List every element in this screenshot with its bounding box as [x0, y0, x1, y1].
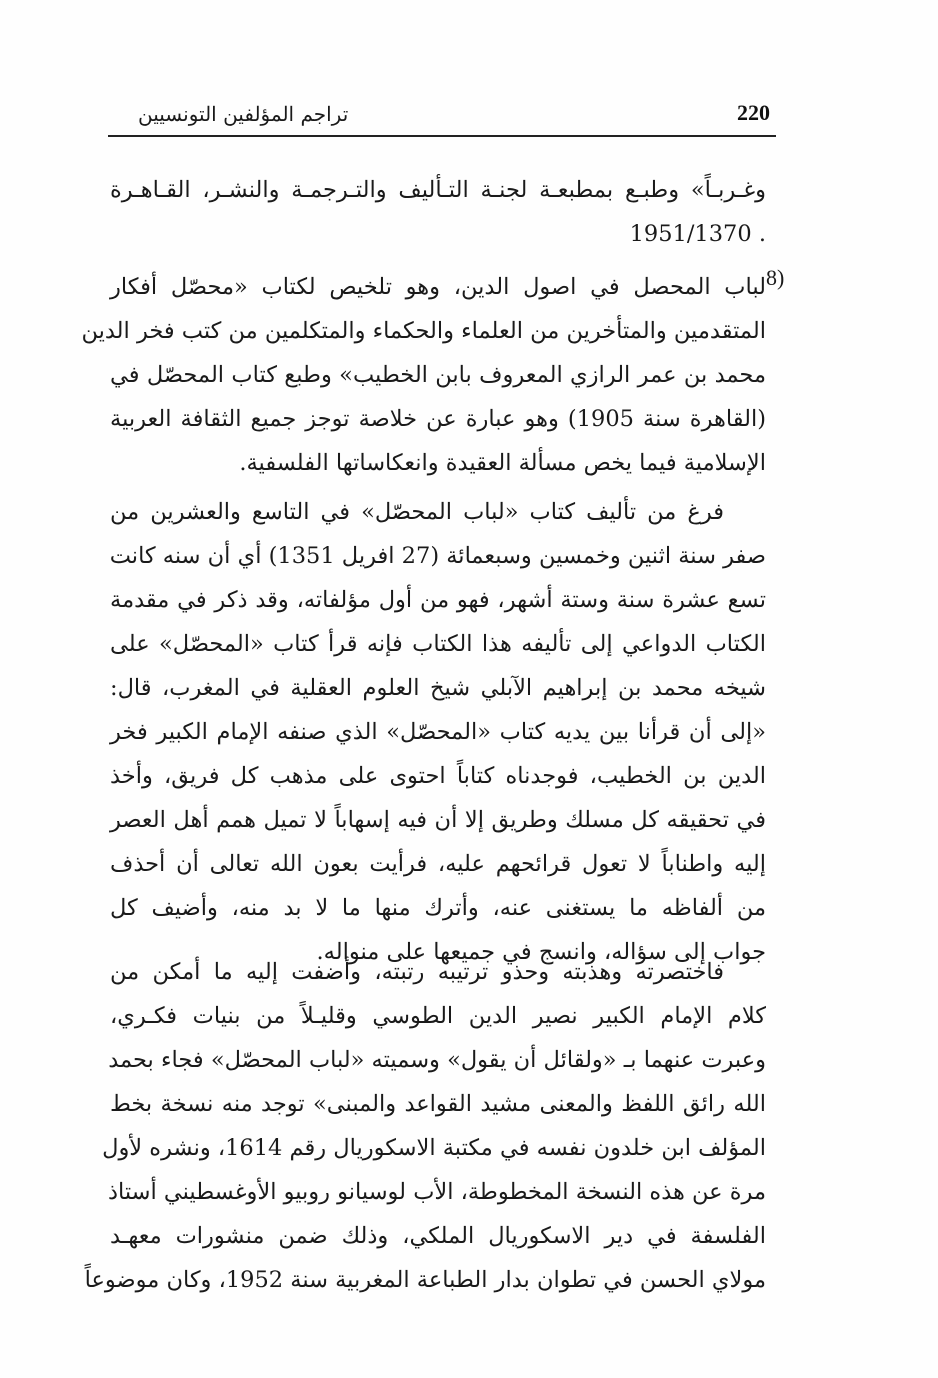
text-line: وغـربـاً» وطبـع بمطبعـة لجنـة التـأليف والتـرجمـة والنشـر، القـاهـرة	[110, 177, 766, 203]
text-line: شيخه محمد بن إبراهيم الآبلي شيخ العلوم العقلية في المغرب، قال:	[110, 675, 766, 701]
text-line: المؤلف ابن خلدون نفسه في مكتبة الاسكوريال رقم 1614، ونشره لأول	[102, 1135, 766, 1161]
text-line: في تحقيقه كل مسلك وطريق إلا أن فيه إسهاباً لا تميل همم أهل العصر	[110, 807, 766, 833]
text-line: مرة عن هذه النسخة المخطوطة، الأب لوسيانو روبيو الأوغسطيني أستاذ	[107, 1179, 766, 1205]
paragraph	[110, 490, 766, 974]
text-line: الكتاب الدواعي إلى تأليفه هذا الكتاب فإنه قرأ كتاب «المحصّل» على	[110, 631, 766, 657]
text-line: من ألفاظه ما يستغنى عنه، وأترك منها ما لا بد منه، وأضيف كل	[110, 895, 766, 921]
text-line: تسع عشرة سنة وستة أشهر، فهو من أول مؤلفاته، وقد ذكر في مقدمة	[110, 587, 766, 613]
text-line: لباب المحصل في اصول الدين، وهو تلخيص لكتاب «محصّل أفكار	[110, 274, 766, 300]
text-line: المتقدمين والمتأخرين من العلماء والحكماء والمتكلمين من كتب فخر الدين	[81, 318, 766, 344]
text-line: فرغ من تأليف كتاب «لباب المحصّل» في التاسع والعشرين من	[110, 499, 724, 525]
running-header	[108, 100, 770, 140]
text-line: . 1951/1370	[629, 221, 766, 247]
text-line: الله رائق اللفظ والمعنى مشيد القواعد والمبنى» توجد منه نسخة بخط	[110, 1091, 766, 1117]
text-line: «إلى أن قرأنا بين يديه كتاب «المحصّل» الذي صنفه الإمام الكبير فخر	[110, 719, 766, 745]
text-line: إليه واطناباً لا تعول قرائحهم عليه، فرأيت بعون الله تعالى أن أحذف	[110, 851, 766, 877]
text-line: جواب إلى سؤاله، وانسج في جميعها على منواله.	[316, 939, 766, 965]
text-line: (القاهرة سنة 1905) وهو عبارة عن خلاصة توجز جميع الثقافة العربية	[110, 406, 766, 432]
running-title: تراجم المؤلفين التونسيين	[138, 102, 349, 126]
text-line: الدين بن الخطيب، فوجدناه كتاباً احتوى على مذهب كل فريق، وأخذ	[110, 763, 766, 789]
text-line: محمد بن عمر الرازي المعروف بابن الخطيب» وطبع كتاب المحصّل في	[110, 362, 766, 388]
text-line: الإسلامية فيما يخص مسألة العقيدة وانعكاساتها الفلسفية.	[239, 450, 766, 476]
paragraph	[84, 950, 766, 1302]
paragraph-continuation	[110, 168, 766, 256]
text-line: وعبرت عنهما بـ «ولقائل أن يقول» وسميته «لباب المحصّل» فجاء بحمد	[108, 1047, 766, 1073]
header-rule	[108, 135, 776, 137]
text-line: مولاي الحسن في تطوان بدار الطباعة المغربية سنة 1952، وكان موضوعاً	[84, 1267, 766, 1293]
numbered-item-8	[81, 265, 766, 485]
text-line: فاختصرته وهذبته وحذو ترتيبه رتبته، وأضفت إليه ما أمكن من	[110, 959, 724, 985]
text-line: الفلسفة في دير الاسكوريال الملكي، وذلك ضمن منشورات معهـد	[110, 1223, 766, 1249]
item-number: 8)	[766, 265, 785, 290]
text-line: صفر سنة اثنين وخمسين وسبعمائة (27 افريل 1351) أي أن سنه كانت	[109, 543, 766, 569]
page-number: 220	[737, 100, 770, 125]
text-line: كلام الإمام الكبير نصير الدين الطوسي وقليـلاً من بنيات فكـري،	[110, 1003, 766, 1029]
